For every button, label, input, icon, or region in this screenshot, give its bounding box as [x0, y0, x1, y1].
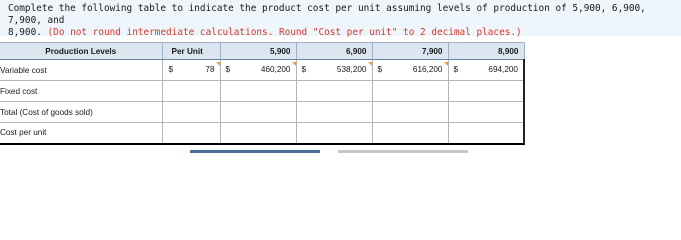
total-cost-input-3[interactable] [372, 102, 448, 123]
cost-per-unit-input-4[interactable] [448, 123, 524, 144]
table-row-variable-cost [0, 60, 524, 81]
cost-per-unit-input-2[interactable] [296, 123, 372, 144]
header-per-unit: Per Unit [162, 43, 220, 60]
total-cost-input-2[interactable] [296, 102, 372, 123]
instructions-line-1: Complete the following table to indicate the product cost per unit assuming levels of production of 5,900, 6,900, 7,900, and [8, 3, 646, 26]
currency-symbol: $ [225, 65, 231, 74]
header-production-levels: Production Levels [0, 43, 162, 60]
cost-per-unit-per-unit [162, 123, 220, 144]
variable-cost-per-unit [162, 60, 220, 81]
cost-per-unit-input-1[interactable] [220, 123, 296, 144]
row-label-total-cost: Total (Cost of goods sold) [0, 102, 162, 123]
variable-cost-cell-2 [296, 60, 372, 81]
variable-cost-value-2: 538,200 [336, 65, 367, 74]
variable-cost-cell-4 [448, 60, 524, 81]
bottom-tab-bar-1 [190, 150, 320, 153]
fixed-cost-input-3[interactable] [372, 81, 448, 102]
row-label-variable-cost: Variable cost [0, 60, 162, 81]
fixed-cost-input-2[interactable] [296, 81, 372, 102]
currency-symbol: $ [377, 65, 383, 74]
product-cost-table [0, 42, 525, 145]
header-volume-3: 7,900 [372, 43, 448, 60]
flag-marker-icon [444, 62, 448, 66]
instructions [0, 0, 681, 36]
cost-per-unit-input-3[interactable] [372, 123, 448, 144]
instructions-rounding-note: (Do not round intermediate calculations. Round "Cost per unit" to 2 decimal places.) [47, 27, 522, 38]
total-cost-input-4[interactable] [448, 102, 524, 123]
header-volume-1: 5,900 [220, 43, 296, 60]
table-row-total-cost [0, 102, 524, 123]
variable-cost-cell-1 [220, 60, 296, 81]
table-header-row [0, 43, 524, 60]
flag-marker-icon [368, 62, 372, 66]
variable-cost-per-unit-value: 78 [205, 65, 215, 74]
flag-marker-icon [216, 62, 220, 66]
currency-symbol: $ [168, 65, 174, 74]
flag-marker-icon [292, 62, 296, 66]
bottom-tab-bar-2 [338, 150, 468, 153]
row-label-fixed-cost: Fixed cost [0, 81, 162, 102]
instructions-line-2-text: 8,900. [8, 27, 42, 38]
fixed-cost-input-1[interactable] [220, 81, 296, 102]
table-row-cost-per-unit [0, 123, 524, 144]
total-cost-input-1[interactable] [220, 102, 296, 123]
variable-cost-value-1: 460,200 [260, 65, 291, 74]
row-label-cost-per-unit: Cost per unit [0, 123, 162, 144]
header-volume-4: 8,900 [448, 43, 524, 60]
variable-cost-value-3: 616,200 [412, 65, 443, 74]
table-row-fixed-cost [0, 81, 524, 102]
variable-cost-cell-3 [372, 60, 448, 81]
total-cost-per-unit [162, 102, 220, 123]
header-volume-2: 6,900 [296, 43, 372, 60]
fixed-cost-input-4[interactable] [448, 81, 524, 102]
fixed-cost-per-unit [162, 81, 220, 102]
variable-cost-value-4: 694,200 [488, 65, 518, 74]
currency-symbol: $ [453, 65, 459, 74]
currency-symbol: $ [301, 65, 307, 74]
instructions-line-2 [8, 27, 681, 39]
